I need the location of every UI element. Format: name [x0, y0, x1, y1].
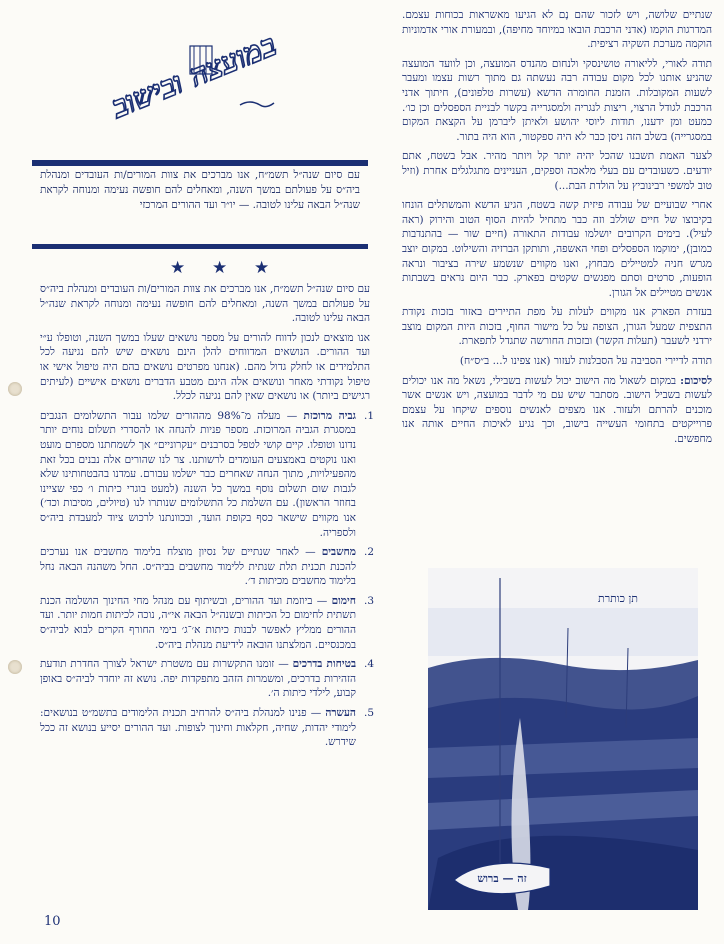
article-column-right [402, 8, 712, 452]
intro-paragraph: עם סיום שנה״ל תשמ״ח, אנו מברכים את צוות המורים/ות העובדים ומנהלת ביה״ס על פעולתם במשך השנה, ומאחלים להם חופשה נעימה ומנוחה לקראת שנה״ל הבאה עלינו לטובה. [40, 283, 370, 325]
section-logo [70, 10, 310, 150]
item-text: — פנינו למנהלת ביה״ס להרחיב תכנית הלימודים בתשמ״ט בנושאים: לימודי יהדות, שחיה, חקלאות וחינוך לצופות. ועד ההורים יסייע בנושא זה ככל שידרש. [40, 707, 356, 749]
item-number: 2. [363, 546, 374, 559]
summary-label: לסיכום: [680, 374, 712, 387]
page-number: 10 [44, 914, 61, 929]
binder-hole [8, 660, 22, 674]
item-text: — ביוזמת ועד ההורים, ובשיתוף עם מנהל מחי החינוך הושלמה הכנת תשתית לחימום כל הכיתות ובשנה״ל הבאה אי״ה, נוכה לכיתות חמות יותר. ועד ההורים ממליץ לאפשר לבנות כיתות א׳־ג׳ בימי החורף הקרים לבוא לביה״ס במכנסיים. המלצתנו הובאה לידיעת מנהלת ביה״ס. [40, 594, 356, 651]
paragraph: תודה לאורי, לליאורה טושינסקי ולנחום מהנדס המועצה, וכן לוועד המועצה שהניע אותנו לכל מקום עבודה רבה נעשתה גם מתוך רשות עצמו ומעבר לשעות המקובלות. הזמנת החומרה הדשא (עשרות טלפונים), חיתוך אדני הרכבת לגודל הרצוי, ריצות לנגריה ולמסגרייה בקשר לבניית הספסלים וכן כו׳. כמעט ומן ידענו, תודות ליוסי יהושע ולאיתן ליברמן על הקצאת המקום במסגרייה) בשלב הזה ניסן כבר לא היה ספקטור, הוא היה בתור. [402, 57, 712, 143]
paragraph: לצער האמת תשבנו שהכל יהיה יותר קל ויותר מהיר. אבל בשטח, אתם יודעים. כשעובדים עם בעלי מלאכה וספקים, העניינים מתגלגלים אחרת (וזיל טוב למשפי רבינוביץ על הולדת הבת...) [402, 150, 712, 192]
announcement-text: עם סיום שנה״ל תשמ״ח, אנו מברכים את צוות המורים/ות העובדים ומנהלת ביה״ס על פעולתם במשך השנה, ומאחלים להם חופשה נעימה ומנוחה לקראת שנה״ל הבאה עלינו לטובה. — יו״ר ועד ההורים המרכזי [40, 169, 360, 211]
list-item [40, 545, 374, 589]
item-text: — זומנו התקשרות עם משטרת ישראל לצורך החדרת תודעת הזהירות בדרכים, ומשמרות הזהב מתפקדות יפה. נושא זה יוחדר לביה״ס באופן קבוע, לילדי כיתות ה׳. [40, 658, 356, 700]
announcement-band [32, 160, 368, 240]
item-text: — מעלה מ־98% מההורים שלמו עבור התשלומים הנגבים במסגרת הגביה המרוכזת. מספר פניות להנחה או להסדרי תשלום נוחים יותר נדונו וטופלו. קיים קושי לטפל בסרבנים ״עקרוניים״ אך לשמחתנו מספרם מועט ואנו נוקטים באמצעים העומדים לרשותנו. צר לנו שהורים אלה נבנים בכל זאת מהפעילויות, מתוך הנחה שאחרים כבר ישלמו עבורם. עמדנו בהבטחותינו שלא לגבות שום תשלום נוסף במשך כל השנה (למעט בוגרי כיתות ו׳ כפי שציינו בחוזר הראשון). עם השלמת כל התשלומים שנותרו לנו (טיולים, מסיבות וכד׳) אנו מקווים שישאר כסף בקופת הועד, ובכוונתנו לרכוש ציוד למעבדת ביה״ס ולספריה. [40, 409, 356, 539]
divider [32, 160, 368, 166]
paragraph: שנתיים שלושה, ויש לזכור שהם נָם לא הגיעו מאשראות בכוחות עצמם. המדרגות הוקמו (אדני הרכבת הובאו במיוחד מחיפה), ובמעורת אורי אדמוניות הוקמה מערכת השקיה רציפית. [402, 9, 712, 51]
star-icon: ★ [254, 258, 270, 278]
announcement-signature: יו״ר ועד ההורים המרכזי [139, 199, 236, 211]
paragraph: בעזרת הפארק אנו מקווים לעלות על מפת התיירים באזור בזכות נקודת התצפית שמעל הגורן, הצופה על כל מישור החוף, בזכות היות המקום מוצב ירדני לשעבר (תעלות הקשר) ובזכות החורשה שתגדל לתפארת. [402, 306, 712, 348]
list-item [40, 657, 374, 701]
list-item [40, 594, 374, 652]
list-item [40, 409, 374, 540]
divider [32, 244, 368, 249]
star-separator [160, 258, 280, 278]
photo-graphic [428, 568, 698, 910]
article-column-left [40, 282, 374, 755]
list-item [40, 706, 374, 750]
logo-title: במועצה ובישוב [106, 27, 282, 126]
item-label: מחשבים [321, 546, 356, 559]
star-icon: ★ [170, 258, 186, 278]
item-number: 1. [363, 409, 374, 422]
item-number: 3. [363, 594, 374, 607]
paragraph: אחרי שבועיים של עבודה פיזית קשה בשטח, הגיע הדשא והמשתלים הונחו בקיבוצו של חיים שוללב וזה כבר מתחיל להיות הסוף הטוב והירוק (ראה לעיל). בימים הקרובים יושלמו עבודות התאורה (חיים שור — בהתנדבות כמובן), ימוקמו הספסלים ופחי האשפה, ותותקן הברזיה והשילוט. במקום יוצב מגרש חניה למטיילים מבחוץ, ואנו מקווים שנשמע שירה בציבור ונראה הופעות, סרטים וסתם מפגשים שקטים בפארק. כבר היום נראים בשבתות אנשים מטיילים אל הגורן. [402, 199, 712, 299]
item-label: העשרה [325, 707, 356, 720]
photo-caption-bottom: זה — ברוש [477, 872, 527, 885]
item-label: חימום [331, 594, 356, 607]
binder-hole [8, 382, 22, 396]
announcement-body: עם סיום שנה״ל תשמ״ח, אנו מברכים את צוות המורים/ות העובדים ומנהלת ביה״ס על פעולתם במשך השנה, ומאחלים להם חופשה נעימה ומנוחה לקראת שנה״ל הבאה עלינו לטובה. [40, 169, 360, 211]
summary-text: במקום לשאול מה הישוב יכול לעשות בשבילי, נשאל מה אנו יכולים לעשות בשביל הישוב. מסתבר שיש עם מי לדבר במועצה, ויש אנשים אשר מוכנים להרתם ולעזור. אנו מצפים לאנשים נוספים שיקחו על עצמם פרוייקטים בתחומי העשייה בישוב, וכך נגיע לאיכות החיים אותה אנו מחפשים. [402, 374, 712, 446]
paragraph: תודה לדיירי הסביבה על הסבלנות לעזור (אנו צפינו ל... ב״ס״ח) [459, 355, 712, 368]
item-label: בטיחות בדרכים [292, 658, 357, 671]
cypress-photo [428, 568, 698, 910]
item-number: 5. [363, 707, 374, 720]
intro-paragraph: אנו מוצאים לנכון לדווח להורים על מספר נושאים שעלו במשך השנה, וטופלו ע״י ועד ההורים. הנושאים המדווחים להלן הינם נושאים שיש להם נגיעה לכל התלמידים או לחלק גדול מהם. (אנחנו מפרטים נושאים בהם היה טיפול אישי או טיפול נקודתי מאחר ונושאים אלה הינם מטבע הדברים נושאים אישיים (לעיתים רגישים ביותר) או נושאים שאין להם נגיעה לכלל. [40, 331, 370, 403]
logo-graphic [70, 10, 310, 150]
photo-caption-top: תן כותרת [597, 592, 639, 605]
item-number: 4. [363, 658, 374, 671]
item-label: גביה מרוכזת [303, 409, 356, 422]
item-text: — לאחר שנתיים של נסיון מוצלח בלימוד מחשבים אנו נערכים להכנת תכנית תלת שנתית ללימוד מחשבים בביה״ס. החל משהנה הבאה נחל בלימוד מחשבים מכיתות ד׳. [40, 546, 356, 588]
summary-paragraph [402, 374, 712, 447]
star-icon: ★ [212, 258, 228, 278]
